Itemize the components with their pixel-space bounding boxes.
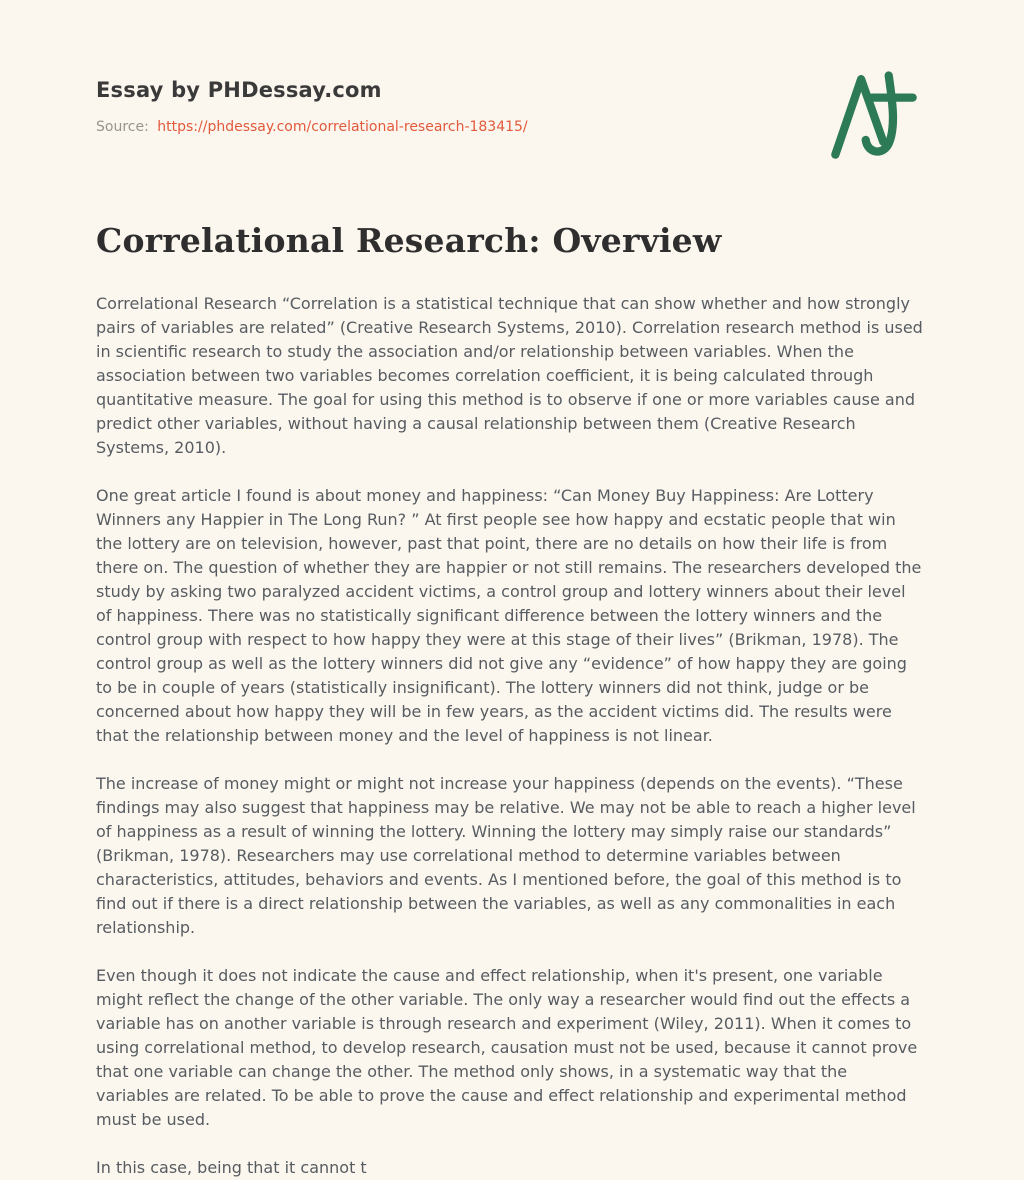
essay-paragraph: One great article I found is about money and happiness: “Can Money Buy Happiness: Are Lottery Winners any Happier in The Long Run? ” At first people see how happy and ecstatic people that win the lottery are on television, however, past that point, there are no details on how their life is from there on. The question of whether they are happier or not still remains. The researchers developed the study by asking two paralyzed accident victims, a control group and lottery winners about their level of happiness. There was no statistically significant difference between the lottery winners and the control group with respect to how happy they were at this stage of their lives” (Brikman, 1978). The control group as well as the lottery winners did not give any “evidence” of how happy they are going to be in couple of years (statistically insignificant). The lottery winners did not think, judge or be concerned about how happy they will be in few years, as the accident victims did. The results were that the relationship between money and the level of happiness is not linear.	[96, 486, 922, 745]
page-header	[96, 78, 924, 135]
essay-paragraph: Even though it does not indicate the cause and effect relationship, when it's present, one variable might reflect the change of the other variable. The only way a researcher would find out the effects a variable has on another variable is through research and experiment (Wiley, 2011). When it comes to using correlational method, to develop research, causation must not be used, because it cannot prove that one variable can change the other. The method only shows, in a systematic way that the variables are related. To be able to prove the cause and effect relationship and experimental method must be used.	[96, 966, 918, 1129]
source-line	[96, 119, 924, 135]
essay-paragraph: Correlational Research “Correlation is a statistical technique that can show whether and how strongly pairs of variables are related” (Creative Research Systems, 2010). Correlation research method is used in scientific research to study the association and/or relationship between variables. When the association between two variables becomes correlation coefficient, it is being calculated through quantitative measure. The goal for using this method is to observe if one or more variables cause and predict other variables, without having a causal relationship between them (Creative Research Systems, 2010).	[96, 294, 923, 457]
source-link[interactable]: https://phdessay.com/correlational-research-183415/	[157, 119, 528, 135]
source-label: Source:	[96, 119, 149, 135]
brand-heading: Essay by PHDessay.com	[96, 78, 382, 102]
essay-title: Correlational Research: Overview	[96, 221, 722, 260]
essay-content	[96, 221, 924, 1180]
phdessay-logo-icon	[828, 68, 920, 164]
essay-paragraph: The increase of money might or might not increase your happiness (depends on the events). “These findings may also suggest that happiness may be relative. We may not be able to reach a higher level of happiness as a result of winning the lottery. Winning the lottery may simply raise our standards” (Brikman, 1978). Researchers may use correlational method to determine variables between characteristics, attitudes, behaviors and events. As I mentioned before, the goal of this method is to find out if there is a direct relationship between the variables, as well as any commonalities in each relationship.	[96, 774, 916, 937]
essay-body	[96, 292, 924, 1180]
essay-paragraph: In this case, being that it cannot t	[96, 1158, 367, 1177]
